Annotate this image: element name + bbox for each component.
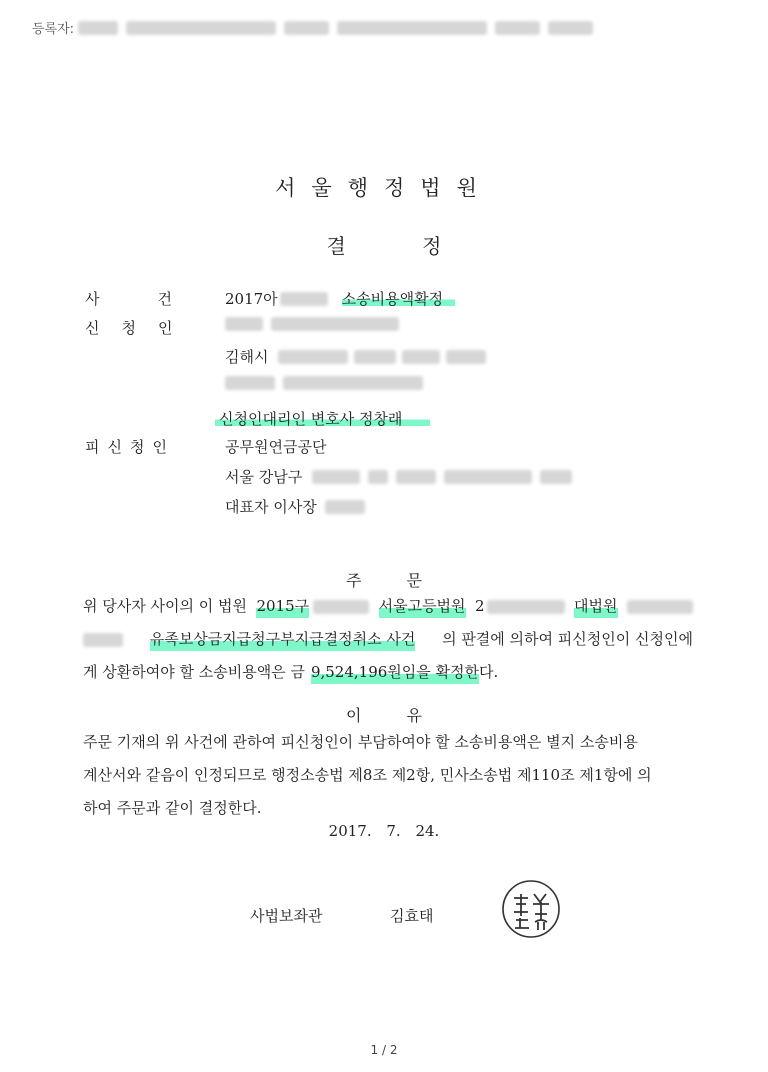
applicant-label: 신청인 xyxy=(85,319,195,337)
applicant-address-prefix: 김해시 xyxy=(225,348,269,366)
redacted-block xyxy=(313,600,369,614)
redacted-block xyxy=(368,470,388,484)
respondent-representative xyxy=(225,496,365,517)
redacted-block xyxy=(548,21,593,35)
redacted-block xyxy=(495,21,540,35)
reason-line: 주문 기재의 위 사건에 관하여 피신청인이 부담하여야 할 소송비용액은 별지 소송비용 xyxy=(83,733,638,751)
decision-date: 2017. 7. 24. xyxy=(328,822,440,840)
case-title: 소송비용액확정 xyxy=(342,288,455,309)
order-text: 2 xyxy=(475,597,485,615)
redacted-block xyxy=(396,470,436,484)
applicant-address-detail xyxy=(225,376,423,390)
order-line xyxy=(83,590,693,623)
redacted-block xyxy=(325,500,365,514)
redacted-block xyxy=(312,470,360,484)
redacted-block xyxy=(225,317,263,331)
order-text: 의 판결에 의하여 피신청인이 신청인에 xyxy=(442,630,693,648)
redacted-block xyxy=(444,470,532,484)
order-supreme-court: 대법원 xyxy=(574,590,617,623)
respondent-address xyxy=(225,466,572,487)
order-court: 서울고등법원 xyxy=(379,590,466,623)
order-line xyxy=(83,623,693,656)
redacted-block xyxy=(337,21,487,35)
redacted-block xyxy=(83,633,123,647)
redacted-block xyxy=(283,376,423,390)
registrant-header xyxy=(32,18,593,37)
order-text: 다. xyxy=(479,663,499,681)
order-text: 게 상환하여야 할 소송비용액은 금 xyxy=(83,663,305,681)
order-heading: 주 문 xyxy=(346,571,422,590)
redacted-block xyxy=(354,350,396,364)
applicant-name xyxy=(225,317,399,331)
order-case-prefix: 2015구 xyxy=(256,590,309,623)
respondent-name: 공무원연금공단 xyxy=(225,438,327,456)
order-paragraph xyxy=(83,590,693,689)
court-name: 서울행정법원 xyxy=(275,176,493,200)
redacted-block xyxy=(446,350,486,364)
document-title: 결 정 xyxy=(326,234,442,258)
page-number: 1 / 2 xyxy=(370,1043,398,1057)
attorney-text: 신청인대리인 변호사 정창래 xyxy=(215,408,430,429)
reason-line: 하여 주문과 같이 결정한다. xyxy=(83,799,262,817)
redacted-block xyxy=(278,350,348,364)
reason-heading: 이 유 xyxy=(346,706,422,725)
signer-name: 김효태 xyxy=(390,907,434,925)
redacted-block xyxy=(280,292,328,306)
applicant-attorney xyxy=(219,408,430,429)
redacted-block xyxy=(126,21,276,35)
signer-title: 사법보좌관 xyxy=(250,907,323,925)
reason-line: 계산서와 같음이 인정되므로 행정소송법 제8조 제2항, 민사소송법 제110조 제1항에 의 xyxy=(83,766,652,784)
redacted-block xyxy=(78,21,118,35)
applicant-address xyxy=(225,346,486,367)
case-number-prefix: 2017아 xyxy=(225,290,278,308)
order-line xyxy=(83,656,693,689)
redacted-block xyxy=(540,470,572,484)
registrant-label: 등록자: xyxy=(32,22,75,37)
redacted-block xyxy=(284,21,329,35)
respondent-address-prefix: 서울 강남구 xyxy=(225,468,303,486)
order-amount: 9,524,196원임을 확정한 xyxy=(311,656,479,689)
redacted-block xyxy=(271,317,399,331)
order-text: 위 당사자 사이의 이 법원 xyxy=(83,597,247,615)
reason-paragraph xyxy=(83,726,693,825)
representative-text: 대표자 이사장 xyxy=(225,498,317,516)
official-seal-icon xyxy=(500,878,562,940)
redacted-block xyxy=(487,600,565,614)
redacted-block xyxy=(225,376,275,390)
order-case-title: 유족보상금지급청구부지급결정취소 사건 xyxy=(150,623,416,656)
redacted-block xyxy=(402,350,440,364)
case-value xyxy=(225,288,455,309)
redacted-block xyxy=(627,600,693,614)
case-label: 사건 xyxy=(85,290,230,308)
respondent-label: 피신청인 xyxy=(85,438,175,456)
